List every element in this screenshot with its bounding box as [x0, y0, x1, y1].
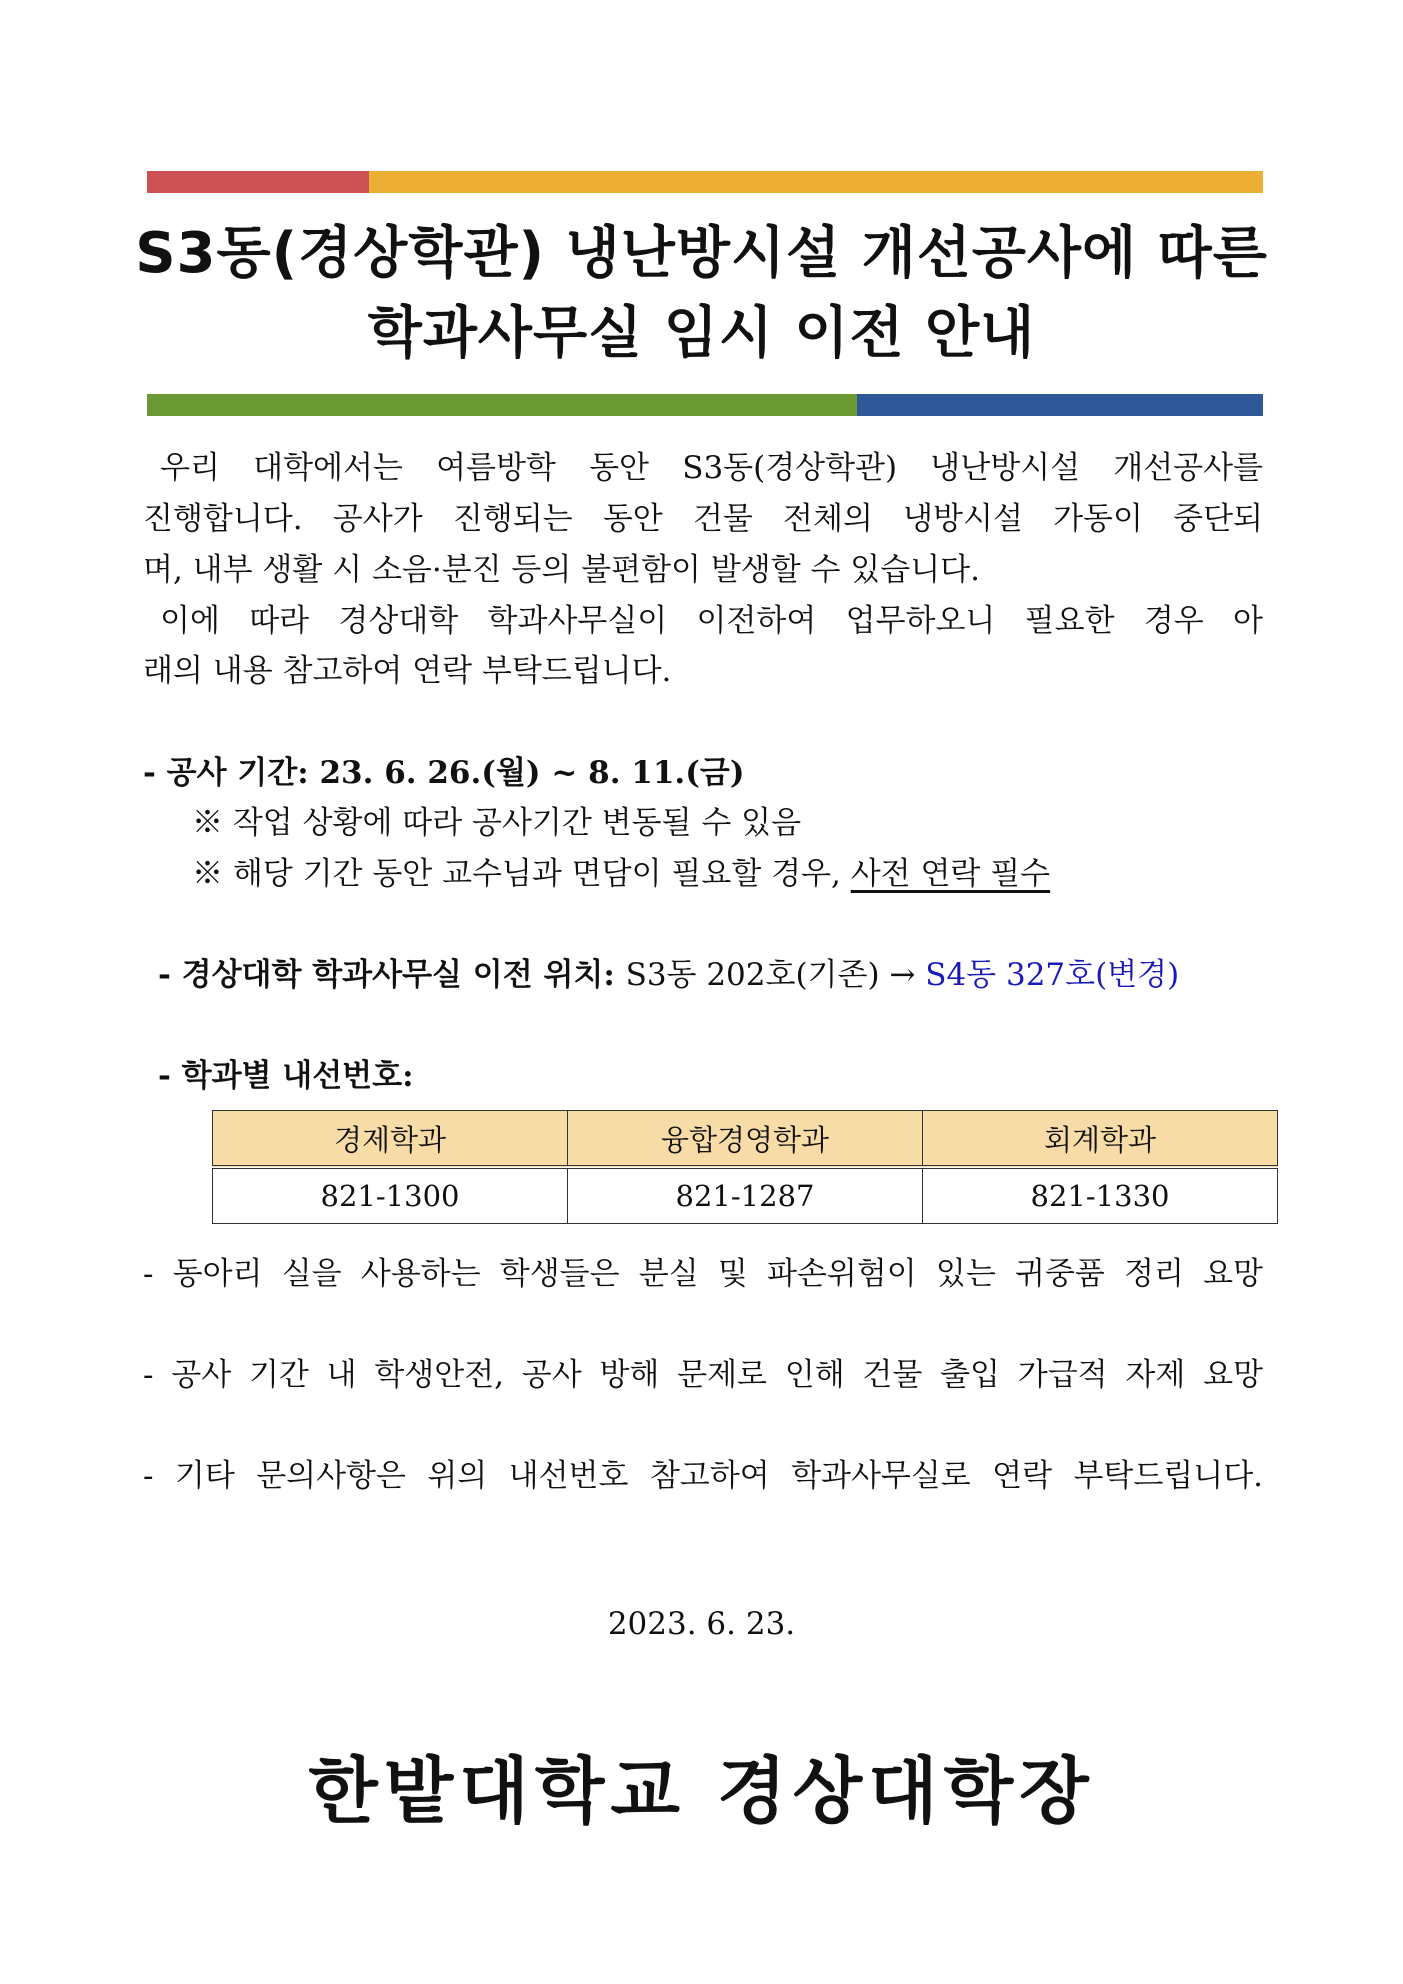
- notice-inquiries: - 기타 문의사항은 위의 내선번호 참고하여 학과사무실로 연락 부탁드립니다.: [143, 1458, 1263, 1494]
- period-note-2-prefix: ※ 해당 기간 동안 교수님과 면담이 필요할 경우,: [192, 856, 851, 892]
- extension-table: [212, 1110, 1278, 1224]
- period-note-1: ※ 작업 상황에 따라 공사기간 변동될 수 있음: [192, 805, 802, 841]
- header-convergence-management: 융합경영학과: [568, 1111, 923, 1168]
- signer: 한밭대학교 경상대학장: [308, 1748, 1095, 1833]
- relocation-info: [158, 957, 1180, 993]
- notice-club-room: - 동아리 실을 사용하는 학생들은 분실 및 파손위험이 있는 귀중품 정리 요망: [143, 1256, 1263, 1292]
- number-accounting: 821-1330: [923, 1167, 1278, 1224]
- title-line-2: 학과사무실 임시 이전 안내: [367, 301, 1036, 366]
- bottom-bar-blue-segment: [857, 394, 1263, 416]
- extension-table-row: [213, 1167, 1278, 1224]
- intro-paragraph-1-line-2: 진행합니다. 공사가 진행되는 동안 건물 전체의 냉방시설 가동이 중단되: [143, 501, 1263, 537]
- bottom-bar-green-segment: [147, 394, 857, 416]
- construction-period: - 공사 기간: 23. 6. 26.(월) ~ 8. 11.(금): [143, 755, 745, 791]
- header-economics: 경제학과: [213, 1111, 568, 1168]
- period-note-2: [192, 856, 1051, 892]
- relocation-from: S3동 202호(기존) →: [625, 957, 926, 993]
- bottom-color-bar: [147, 394, 1263, 416]
- relocation-to: S4동 327호(변경): [925, 957, 1180, 993]
- number-economics: 821-1300: [213, 1167, 568, 1224]
- issue-date: 2023. 6. 23.: [607, 1606, 796, 1642]
- intro-paragraph-1-line-1: 우리 대학에서는 여름방학 동안 S3동(경상학관) 냉난방시설 개선공사를: [160, 450, 1263, 486]
- title-line-1: S3동(경상학관) 냉난방시설 개선공사에 따른: [135, 221, 1268, 286]
- relocation-label: - 경상대학 학과사무실 이전 위치:: [158, 957, 626, 993]
- period-note-2-emphasis: 사전 연락 필수: [850, 856, 1051, 892]
- number-convergence-management: 821-1287: [568, 1167, 923, 1224]
- header-accounting: 회계학과: [923, 1111, 1278, 1168]
- extensions-label: - 학과별 내선번호:: [158, 1058, 414, 1094]
- intro-paragraph-2-line-1: 이에 따라 경상대학 학과사무실이 이전하여 업무하오니 필요한 경우 아: [160, 603, 1263, 639]
- intro-paragraph-1-line-3: 며, 내부 생활 시 소음·분진 등의 불편함이 발생할 수 있습니다.: [143, 552, 980, 588]
- top-bar-red-segment: [147, 171, 369, 193]
- intro-paragraph-2-line-2: 래의 내용 참고하여 연락 부탁드립니다.: [143, 653, 672, 689]
- top-bar-yellow-segment: [369, 171, 1263, 193]
- top-color-bar: [147, 171, 1263, 193]
- notice-building-access: - 공사 기간 내 학생안전, 공사 방해 문제로 인해 건물 출입 가급적 자제 요망: [143, 1357, 1263, 1393]
- extension-table-header-row: [213, 1111, 1278, 1168]
